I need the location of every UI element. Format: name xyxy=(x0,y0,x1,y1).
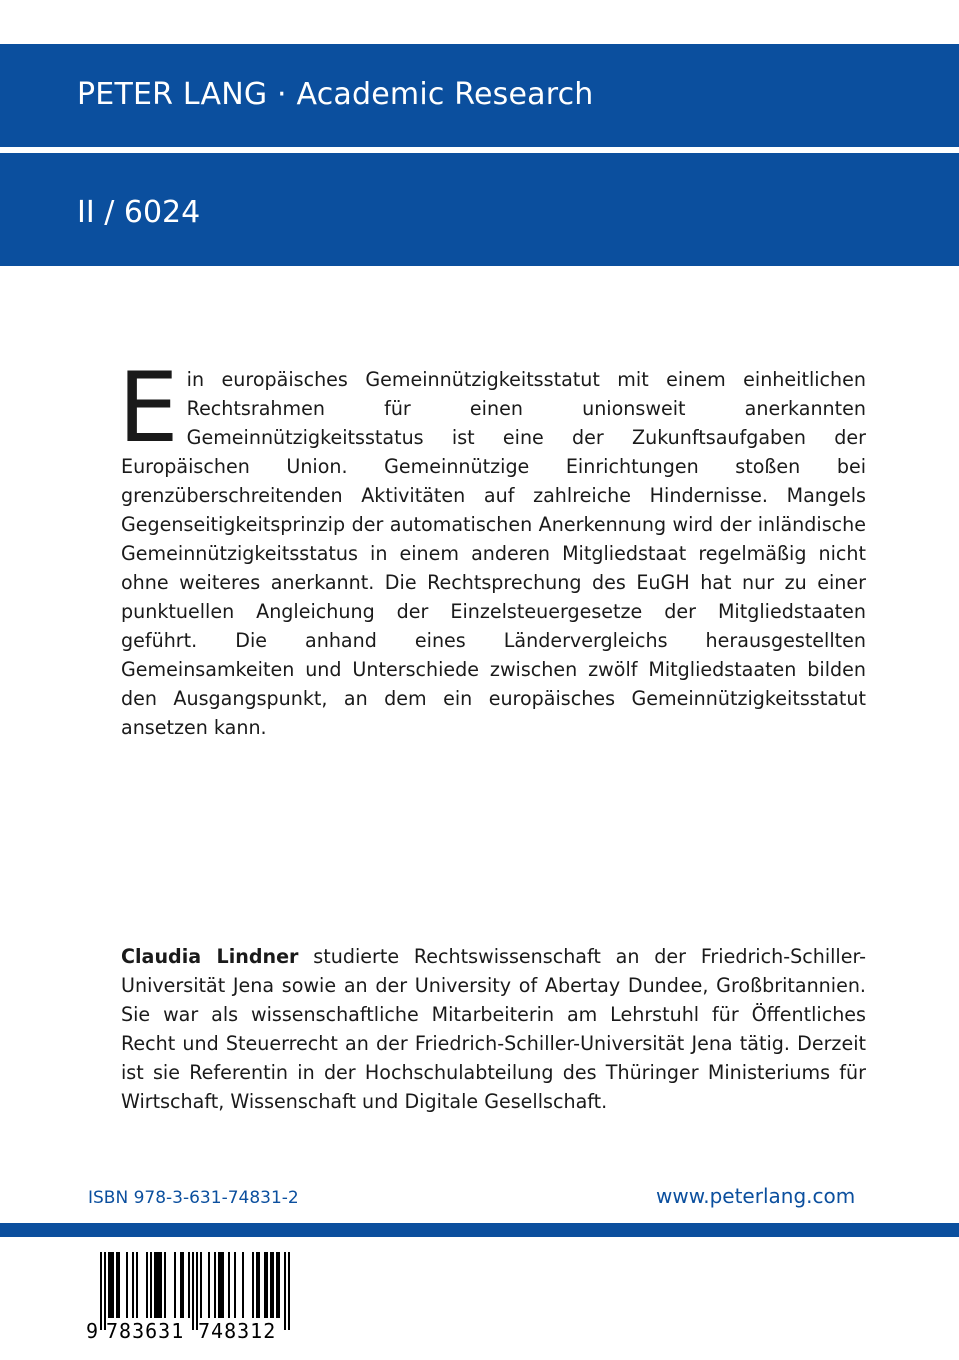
barcode-bar xyxy=(256,1252,258,1318)
barcode-bar xyxy=(252,1252,254,1318)
website-link: www.peterlang.com xyxy=(656,1184,856,1208)
barcode-bar xyxy=(284,1252,286,1330)
barcode-bar xyxy=(228,1252,230,1318)
barcode-bar xyxy=(108,1252,110,1318)
barcode xyxy=(86,1250,290,1342)
blurb-text: in europäisches Gemeinnützigkeitsstatut mit einem einheitlichen Rechtsrahmen für einen unionsweit anerkannten Gemeinnützigkeitsstatus ist eine der Zukunftsaufgaben der Europäischen Union. Gemeinnützige Einrichtungen stoßen bei grenzüberschreitenden Aktivitäten auf zahlreiche Hindernisse. Mangels Gegenseitigkeitsprinzip der automatischen Anerkennung wird der inländische Gemeinnützigkeitsstatus in einem anderen Mitgliedstaat regelmäßig nicht ohne weiteres anerkannt. Die Rechtsprechung des EuGH hat nur zu einer punktuellen Angleichung der Einzelsteuergesetze der Mitgliedstaaten geführt. Die anhand eines Ländervergleichs herausgestellten Gemeinsamkeiten und Unterschiede zwischen zwölf Mitgliedstaaten bilden den Ausgangspunkt, an dem ein europäisches Gemeinnützigkeitsstatut ansetzen kann. xyxy=(121,368,866,739)
barcode-bar xyxy=(270,1252,272,1318)
barcode-right-digits: 748312 xyxy=(198,1319,277,1343)
barcode-bar xyxy=(160,1252,162,1318)
barcode-bar xyxy=(242,1252,244,1318)
barcode-bar xyxy=(208,1252,210,1318)
barcode-bar xyxy=(112,1252,114,1318)
barcode-left-digits: 783631 xyxy=(106,1319,185,1343)
barcode-bar xyxy=(234,1252,236,1318)
drop-cap: E xyxy=(118,352,179,464)
barcode-bar xyxy=(214,1252,216,1318)
publisher-line: PETER LANG · Academic Research xyxy=(77,77,594,112)
barcode-bar xyxy=(182,1252,184,1318)
book-blurb xyxy=(118,352,866,742)
isbn: ISBN 978-3-631-74831-2 xyxy=(88,1188,299,1208)
barcode-bar xyxy=(276,1252,278,1318)
barcode-bar xyxy=(116,1252,118,1318)
barcode-bar xyxy=(272,1252,274,1318)
barcode-bar xyxy=(180,1252,182,1318)
barcode-bar xyxy=(100,1252,102,1330)
author-bio xyxy=(121,942,866,1116)
barcode-bar xyxy=(258,1252,260,1318)
barcode-bar xyxy=(150,1252,152,1318)
barcode-bar xyxy=(132,1252,134,1318)
footer-rule xyxy=(0,1223,959,1237)
barcode-bar xyxy=(220,1252,222,1318)
author-bio-text: studierte Rechtswissenschaft an der Friedrich-Schiller-Universität Jena sowie an der University of Abertay Dundee, Großbritannien. Sie war als wissenschaftliche Mitarbeiterin am Lehrstuhl für Öffentliches Recht und Steuerrecht an der Friedrich-Schiller-Universität Jena tätig. Derzeit ist sie Referentin in der Hochschulabteilung des Thüringer Ministeriums für Wirtschaft, Wissenschaft und Digitale Gesellschaft. xyxy=(121,945,866,1113)
barcode-first-digit: 9 xyxy=(86,1319,100,1343)
barcode-bar xyxy=(278,1252,280,1318)
barcode-bar xyxy=(264,1252,266,1318)
author-name: Claudia Lindner xyxy=(121,945,299,968)
barcode-bar xyxy=(266,1252,268,1318)
barcode-bar xyxy=(174,1252,176,1318)
barcode-bar xyxy=(218,1252,220,1318)
barcode-bar xyxy=(156,1252,158,1318)
barcode-bar xyxy=(192,1252,194,1330)
barcode-bar xyxy=(288,1252,290,1330)
series-number: II / 6024 xyxy=(77,195,201,230)
barcode-bar xyxy=(222,1252,224,1318)
barcode-bar xyxy=(136,1252,138,1318)
barcode-bar xyxy=(154,1252,156,1318)
barcode-bar xyxy=(126,1252,128,1318)
barcode-bar xyxy=(146,1252,148,1318)
barcode-bar xyxy=(118,1252,120,1318)
barcode-bar xyxy=(164,1252,166,1318)
barcode-bar xyxy=(200,1252,202,1318)
header-band xyxy=(0,44,959,147)
barcode-bar xyxy=(110,1252,112,1318)
barcode-bar xyxy=(188,1252,190,1318)
series-band xyxy=(0,153,959,266)
barcode-bar xyxy=(158,1252,160,1318)
